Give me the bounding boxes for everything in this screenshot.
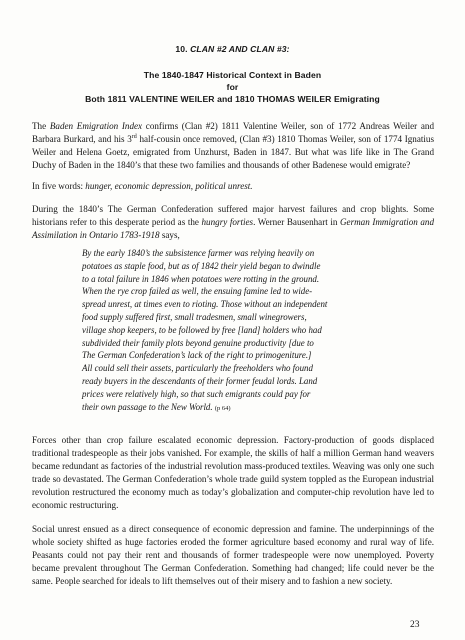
quote-line: ready buyers in the descendants of their former feudal lords. Land	[82, 375, 318, 386]
hungry-text-a: During the 1840’s The German Confederation suffered major harvest failures and crop blights. Some historians refer to this desperate period as the	[32, 204, 434, 227]
section-number: 10.	[175, 44, 188, 54]
quote-line: When the rye crop failed as well, the ensuing famine led to wide-	[82, 286, 313, 297]
intro-text-b: half-cousin once removed, (Clan #3) 1810 Thomas Weiler, son of 1774 Ignatius Weiler and Helena Goetz, emigrated from Unzhurst, Baden in 1847. But what was life like in The Grand Duchy of Baden in the 1840’s that these two families and thousands of other Badenese would emigrate?	[32, 133, 434, 170]
quote-line: potatoes as staple food, but as of 1842 their yield began to dwindle	[82, 260, 321, 271]
quote-line: to a total failure in 1846 when potatoes were rotting in the ground.	[82, 273, 320, 284]
section-clan-title: CLAN #2 AND CLAN #3:	[190, 44, 290, 54]
quote-line: The German Confederation’s lack of the right to primogeniture.]	[82, 350, 312, 361]
quote-line: subdivided their family plots beyond genuine productivity [due to	[82, 337, 314, 348]
paragraph-economic-depression: Forces other than crop failure escalated economic depression. Factory-production of goods displaced traditional tradespeople as their jobs vanished. For example, the skills of half a million German hand weavers became redundant as factories of the industrial revolution mass-produced textiles. Weaving was only one such trade so devastated. The German Confederation’s whole trade guild system toppled as the European industrial revolution restructured the economy much as today’s globalization and computer-chip revolution have led to economic restructuring.	[32, 435, 434, 510]
intro-lead: The	[32, 121, 50, 131]
hungry-text-c: says,	[159, 229, 180, 240]
paragraph-five-words	[32, 180, 434, 193]
quote-citation: (p 64)	[214, 404, 231, 412]
hungry-text-b: . Werner Bausenhart in	[253, 216, 340, 227]
quote-line: prices were relatively high, so that such emigrants could pay for	[82, 388, 311, 399]
section-heading	[0, 44, 465, 54]
quote-line: All could sell their assets, particularly the freeholders who found	[82, 363, 313, 374]
paragraph-hungry-forties	[32, 203, 434, 242]
quote-last-line	[82, 401, 404, 416]
five-words-emphasis: hunger, economic depression, political unrest.	[85, 181, 253, 191]
book-title: German Immigration and Assimilation in Ontario 1783-1918	[32, 216, 435, 240]
quote-line: spread unrest, at times even to rioting. Those without an independent	[82, 299, 328, 310]
five-words-lead: In five words:	[32, 181, 86, 191]
subheading-line-2: for	[226, 82, 239, 92]
block-quote	[82, 247, 404, 415]
page-number: 23	[410, 620, 420, 630]
quote-line: their own passage to the New World.	[82, 401, 213, 412]
source-title: Baden Emigration Index	[49, 121, 143, 131]
hungry-forties-term: hungry forties	[201, 216, 254, 227]
paragraph-social-unrest: Social unrest ensued as a direct consequence of economic depression and famine. The underpinnings of the whole society shifted as huge factories eroded the former agriculture based economy and rural way of life. Peasants could not pay their rent and thousands of former tradespeople were now unemployed. Poverty became prevalent throughout The German Confederation. Something had changed; life could never be the same. People searched for ideals to lift themselves out of their misery and to fashion a new society.	[32, 524, 434, 586]
subheading-line-3: Both 1811 VALENTINE WEILER and 1810 THOMAS WEILER Emigrating	[85, 94, 380, 104]
quote-line: village shop keepers, to be followed by free [land] holders who had	[82, 324, 322, 335]
quote-line: By the early 1840’s the subsistence farmer was relying heavily on	[82, 248, 315, 258]
ordinal-superscript: rd	[131, 133, 137, 140]
subheading-line-1: The 1840-1847 Historical Context in Baden	[143, 70, 322, 80]
quote-line: food supply suffered first, small tradesmen, small winegrowers,	[82, 311, 307, 322]
paragraph-intro	[32, 120, 434, 172]
intro-text-a: confirms (Clan #2) 1811 Valentine Weiler, son of 1772 Andreas Weiler and Barbara Burkard, and his 3	[32, 121, 434, 144]
